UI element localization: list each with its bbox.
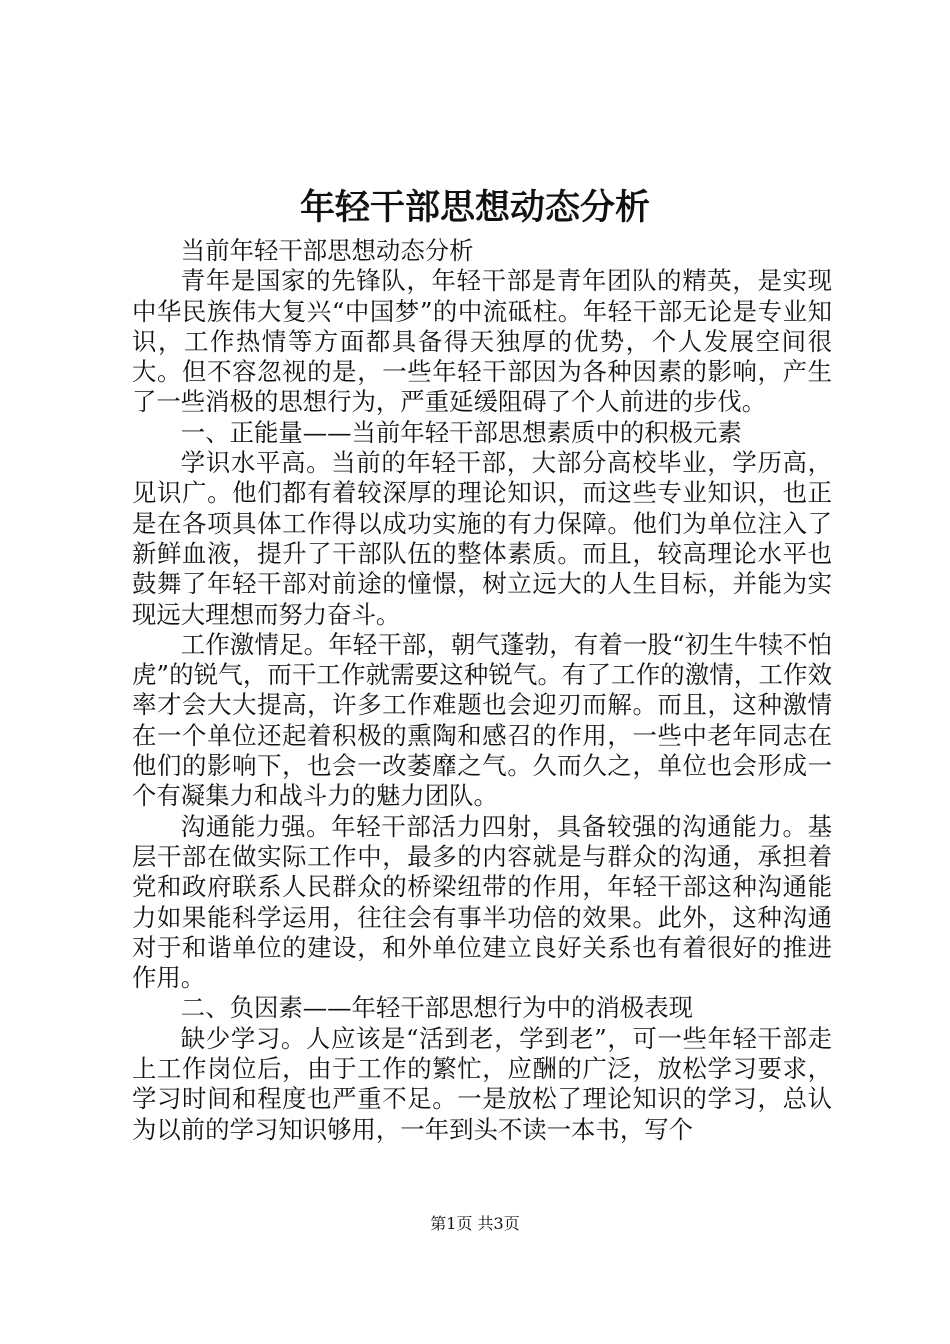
section-heading-positive: 一、正能量——当前年轻干部思想素质中的积极元素 [180,417,742,447]
document-title: 年轻干部思想动态分析 [299,187,650,228]
intro-paragraph: 青年是国家的先锋队，年轻干部是青年团队的精英，是实现中华民族伟大复兴“中国梦”的中流砥柱。年轻干部无论是专业知识，工作热情等方面都具备得天独厚的优势，个人发展空间很大。但不容忽视的是，一些年轻干部因为各种因素的影响，产生了一些消极的思想行为，严重延缓阻碍了个人前进的步伐。 [132,266,832,417]
subtitle-paragraph: 当前年轻干部思想动态分析 [180,236,474,265]
paragraph-lack-of-study: 缺少学习。人应该是“活到老，学到老”，可一些年轻干部走上工作岗位后，由于工作的繁忙，应酬的广泛，放松学习要求，学习时间和程度也严重不足。一是放松了理论知识的学习，总认为以前的学习知识够用，一年到头不读一本书，写个 [132,1023,832,1144]
paragraph-knowledge: 学识水平高。当前的年轻干部，大部分高校毕业，学历高，见识广。他们都有着较深厚的理论知识，而这些专业知识，也正是在各项具体工作得以成功实施的有力保障。他们为单位注入了新鲜血液，提升了干部队伍的整体素质。而且，较高理论水平也鼓舞了年轻干部对前途的憧憬，树立远大的人生目标，并能为实现远大理想而努力奋斗。 [132,448,832,629]
document-body [132,236,832,1145]
page-number-footer: 第1页 共3页 [430,1214,520,1233]
paragraph-passion: 工作激情足。年轻干部，朝气蓬勃，有着一股“初生牛犊不怕虎”的锐气，而干工作就需要这种锐气。有了工作的激情，工作效率才会大大提高，许多工作难题也会迎刃而解。而且，这种激情在一个单位还起着积极的熏陶和感召的作用，一些中老年同志在他们的影响下，也会一改萎靡之气。久而久之，单位也会形成一个有凝集力和战斗力的魅力团队。 [132,629,832,811]
paragraph-communication: 沟通能力强。年轻干部活力四射，具备较强的沟通能力。基层干部在做实际工作中，最多的内容就是与群众的沟通，承担着党和政府联系人民群众的桥梁纽带的作用，年轻干部这种沟通能力如果能科学运用，往往会有事半功倍的效果。此外，这种沟通对于和谐单位的建设，和外单位建立良好关系也有着很好的推进作用。 [132,811,832,993]
section-heading-negative: 二、负因素——年轻干部思想行为中的消极表现 [180,993,694,1023]
